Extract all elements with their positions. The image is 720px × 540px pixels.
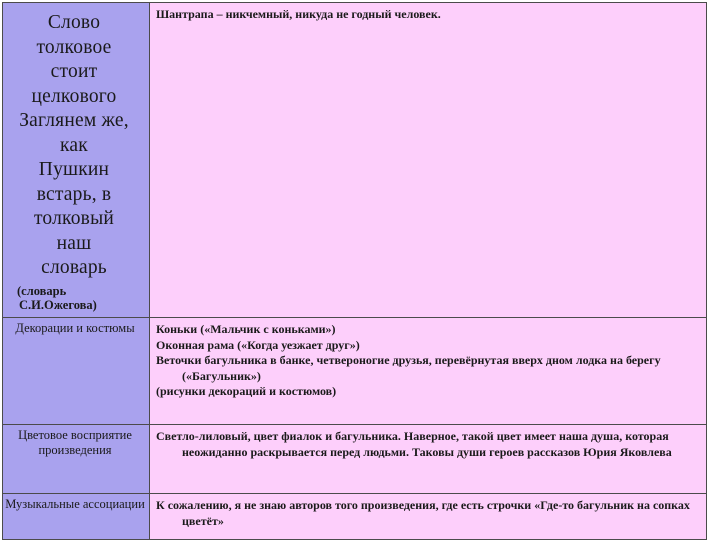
- decorations-label-cell: [3, 318, 150, 425]
- source-line: С.И.Ожегова): [19, 298, 97, 312]
- verse-line: наш: [56, 232, 92, 254]
- list-item: Оконная рама («Когда уезжает друг»): [156, 337, 360, 352]
- music-text: [150, 494, 706, 529]
- definition-text: [150, 3, 706, 23]
- color-label: Цветовое восприятие произведения: [18, 428, 132, 457]
- color-paragraph: Светло-лиловый, цвет фиалок и багульника. Наверное, такой цвет имеет наша душа, которая неожиданно раскрывается перед людьми. Таковы души героев рассказов Юрия Яковлева: [156, 429, 672, 459]
- decorations-content-cell: [150, 318, 707, 425]
- dictionary-source: [3, 281, 149, 317]
- music-paragraph: К сожалению, я не знаю авторов того произведения, где есть строчки «Где-то багульник на сопках цветёт»: [156, 498, 690, 528]
- verse-line: целкового: [31, 85, 117, 107]
- dictionary-verse: [3, 3, 149, 281]
- verse-line: как: [60, 134, 88, 156]
- music-label-cell: [3, 494, 150, 540]
- verse-line: Слово: [47, 12, 101, 33]
- table-row-color: [3, 425, 707, 494]
- literature-table: [2, 2, 707, 540]
- color-content-cell: [150, 425, 707, 494]
- list-item: Коньки («Мальчик с коньками»): [156, 322, 336, 336]
- decorations-list: [150, 318, 706, 400]
- table-row-dictionary: [3, 3, 707, 318]
- verse-line: встарь, в: [36, 183, 112, 205]
- source-line: (словарь: [17, 283, 67, 298]
- verse-line: толковый: [33, 208, 115, 229]
- list-item: Веточки багульника в банке, четвероногие друзья, перевёрнутая вверх дном лодка на берегу («Багульник»): [156, 353, 661, 383]
- color-label-cell: [3, 425, 150, 494]
- music-content-cell: [150, 494, 707, 540]
- verse-line: Заглянем же,: [19, 110, 129, 131]
- verse-line: Пушкин: [38, 159, 110, 180]
- dictionary-label-cell: [3, 3, 150, 318]
- color-text: [150, 425, 706, 460]
- definition-line: Шантрапа – никчемный, никуда не годный человек.: [156, 7, 441, 21]
- verse-line: толковое: [36, 36, 112, 58]
- table-row-decorations: [3, 318, 707, 425]
- music-label: Музыкальные ассоциации: [5, 497, 145, 511]
- dictionary-content-cell: [150, 3, 707, 318]
- list-item: (рисунки декораций и костюмов): [156, 384, 337, 398]
- table-row-music: [3, 494, 707, 540]
- decorations-label: Декорации и костюмы: [15, 321, 135, 335]
- verse-line: стоит: [50, 61, 98, 82]
- verse-line: словарь: [41, 257, 107, 278]
